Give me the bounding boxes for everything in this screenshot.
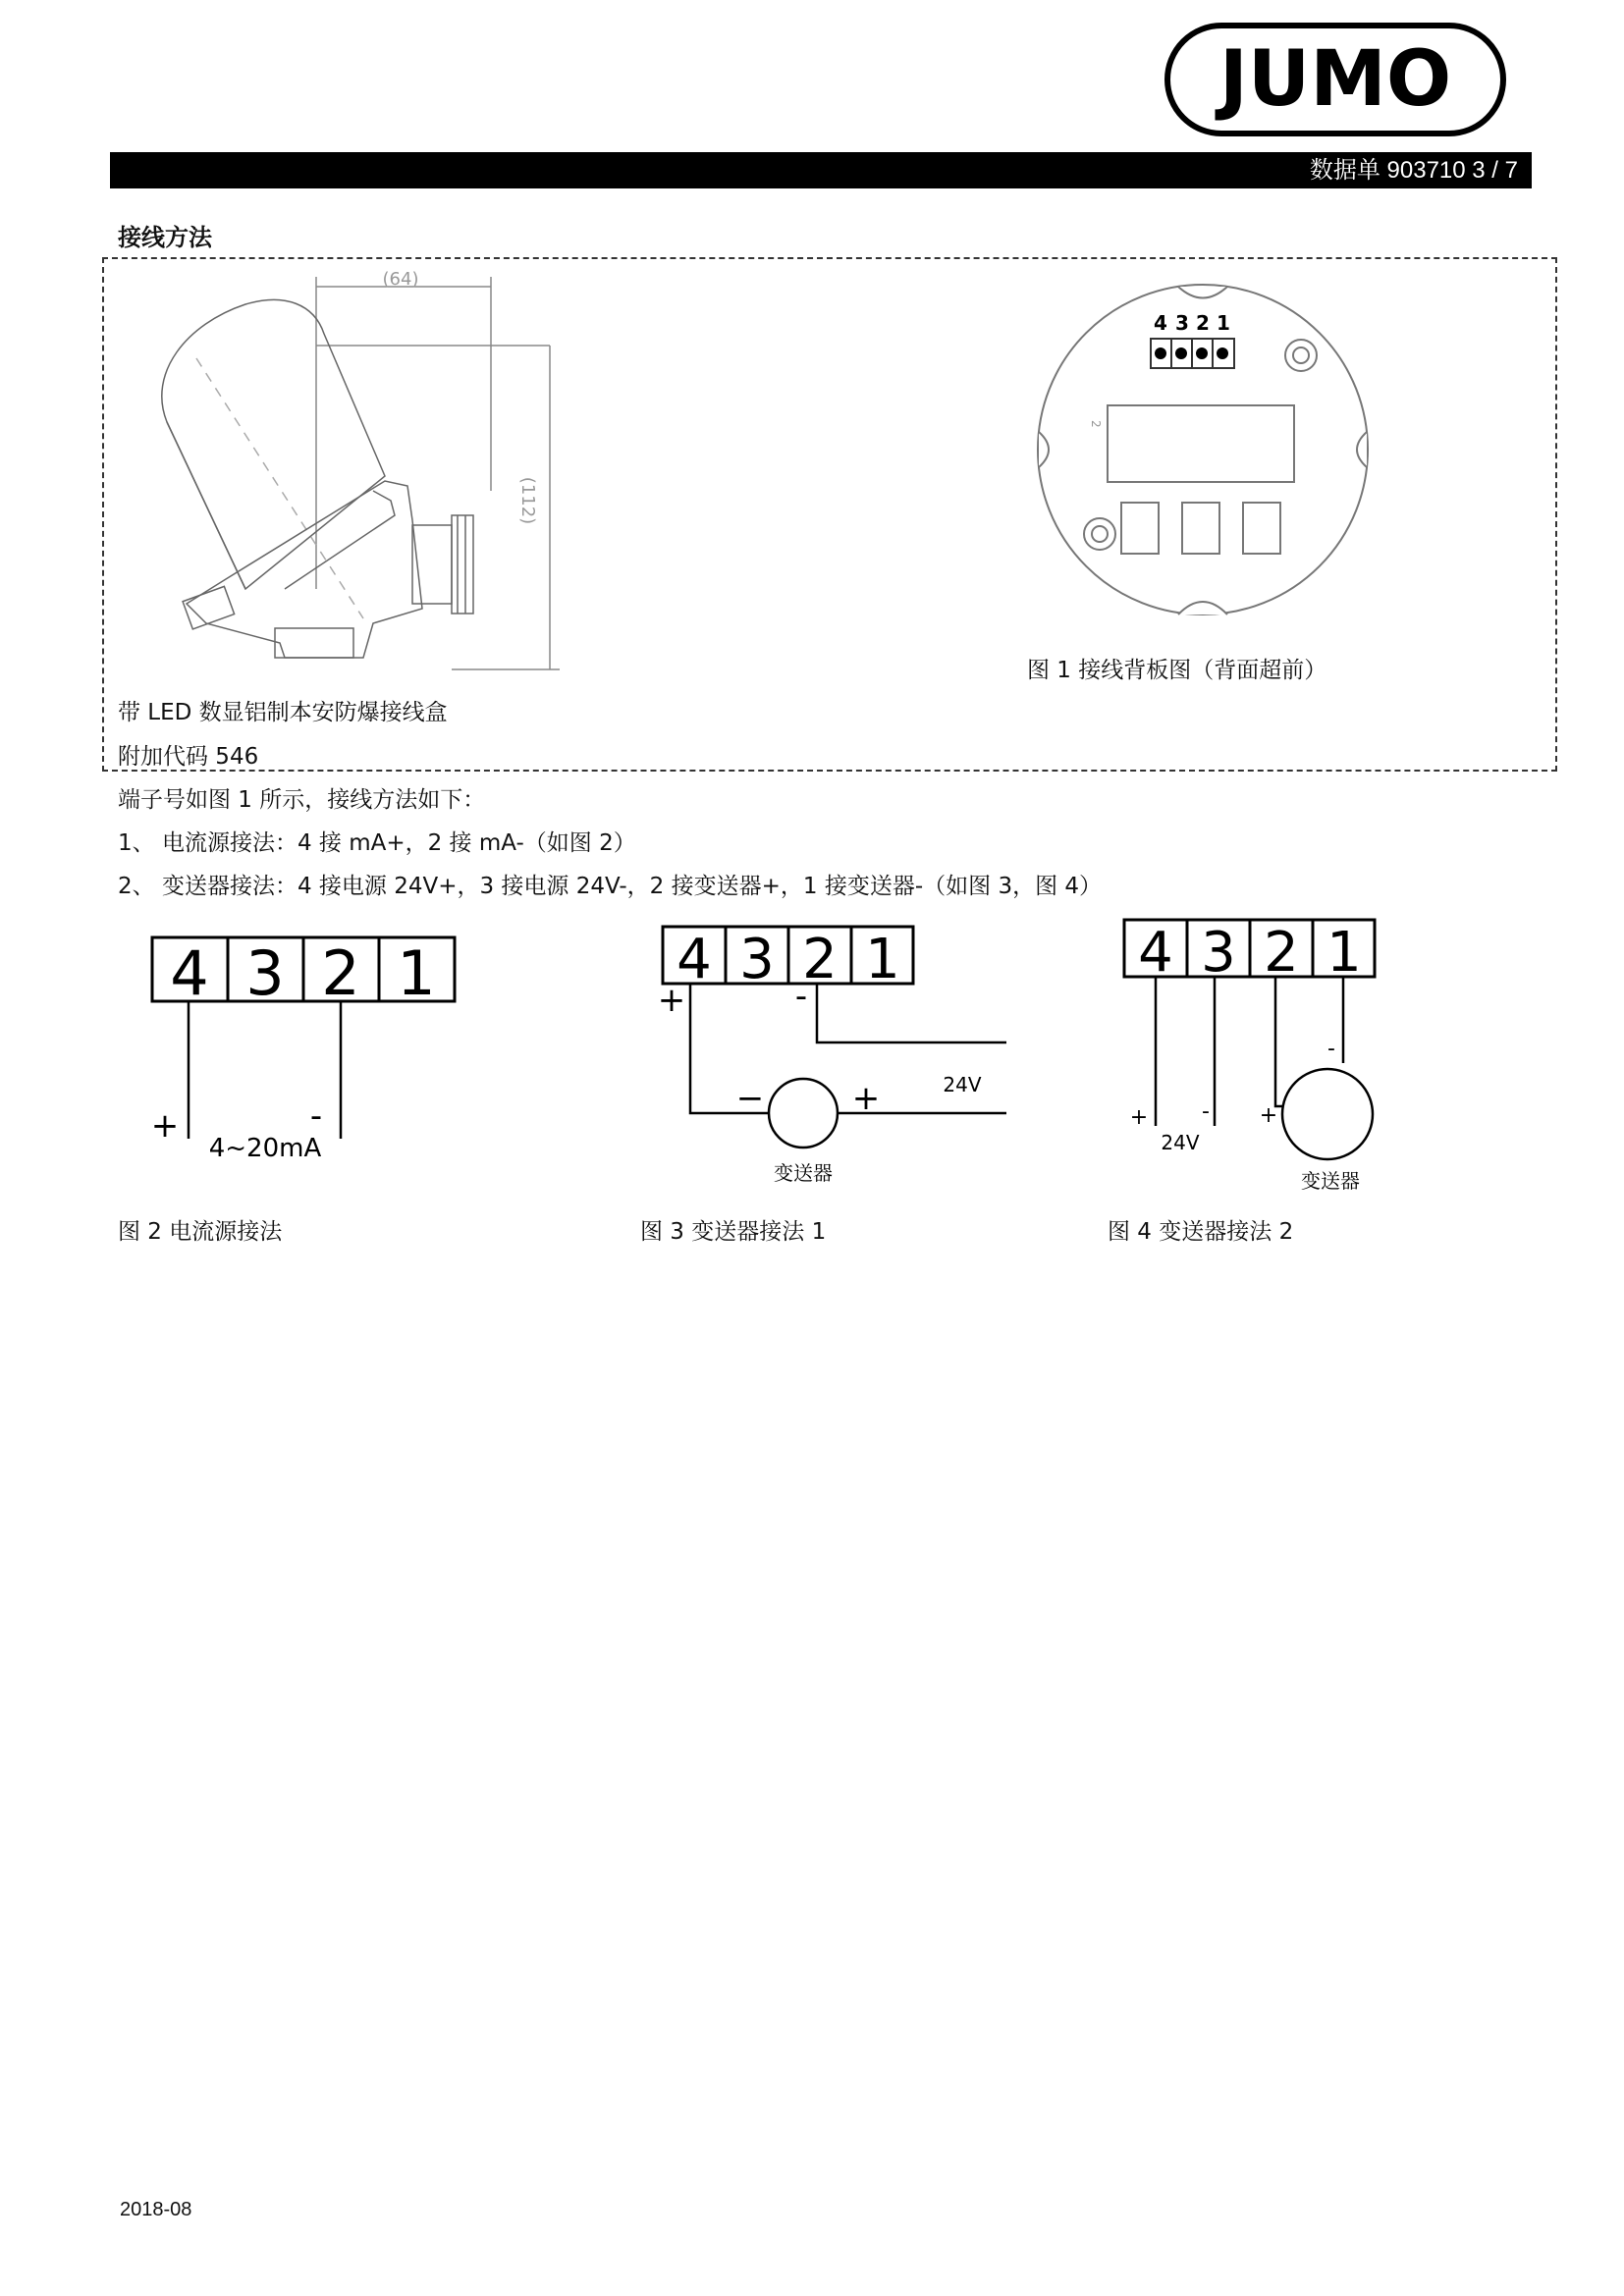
fig2-plus: + — [150, 1106, 180, 1146]
backplate-number: 3 — [1175, 311, 1189, 335]
jumo-logo — [1164, 22, 1507, 137]
instruction-item-1: 1、 电流源接法：4 接 mA+，2 接 mA-（如图 2） — [118, 830, 636, 856]
doc-info: 数据单 903710 3 / 7 — [1309, 157, 1518, 184]
fig3-caption: 图 3 变送器接法 1 — [640, 1219, 827, 1245]
fig3-transmitter: 变送器 — [774, 1161, 833, 1185]
fig4-transmitter-plus: + — [1259, 1103, 1278, 1128]
fig3-plus: + — [657, 981, 686, 1020]
fig1-caption: 图 1 接线背板图（背面超前） — [1027, 658, 1327, 683]
fig2-terminal: 3 — [245, 937, 285, 1009]
header-bar — [110, 152, 1532, 188]
backplate-number: 2 — [1196, 311, 1210, 335]
fig3-diagram — [648, 913, 1021, 1198]
fig3-transmitter-plus: + — [851, 1079, 881, 1118]
fig4-voltage: 24V — [1161, 1131, 1200, 1154]
backplate-drawing — [1001, 265, 1414, 638]
fig4-minus: - — [1202, 1099, 1210, 1124]
fig4-terminal: 4 — [1138, 921, 1173, 985]
backplate-number: 1 — [1217, 311, 1230, 335]
fig3-terminal: 1 — [865, 928, 900, 991]
fig4-plus: + — [1129, 1105, 1149, 1130]
fig4-terminal: 3 — [1201, 921, 1236, 985]
fig4-caption: 图 4 变送器接法 2 — [1108, 1219, 1294, 1245]
footer-date: 2018-08 — [120, 2199, 192, 2220]
fig2-terminal: 4 — [170, 937, 209, 1009]
fig3-transmitter-minus: − — [735, 1079, 765, 1118]
fig2-terminal: 2 — [321, 937, 360, 1009]
backplate-side-mark: 2 — [1089, 420, 1103, 428]
fig2-minus: - — [309, 1096, 323, 1136]
fig3-terminal: 3 — [739, 928, 775, 991]
fig3-terminal: 2 — [802, 928, 838, 991]
logo-text: JUMO — [1218, 35, 1452, 124]
dimension-height: (112) — [517, 476, 538, 525]
fig2-caption: 图 2 电流源接法 — [118, 1219, 283, 1245]
fig2-terminal: 1 — [397, 937, 436, 1009]
instructions-intro: 端子号如图 1 所示，接线方法如下： — [118, 787, 486, 813]
fig3-minus: - — [794, 977, 808, 1016]
fig2-label: 4~20mA — [208, 1134, 322, 1163]
fig4-transmitter: 变送器 — [1301, 1169, 1360, 1193]
fig3-voltage: 24V — [943, 1073, 982, 1096]
fig4-terminal: 2 — [1264, 921, 1299, 985]
dimension-width: (64) — [382, 269, 419, 290]
instruction-item-2: 2、 变送器接法：4 接电源 24V+，3 接电源 24V-，2 接变送器+，1 接变送器-（如图 3，图 4） — [118, 874, 1103, 899]
fig2-diagram — [137, 923, 471, 1178]
fig3-terminal: 4 — [677, 928, 712, 991]
section-title: 接线方法 — [118, 224, 212, 251]
fig4-transmitter-minus: - — [1327, 1037, 1335, 1061]
product-description: 带 LED 数显铝制本安防爆接线盒 — [118, 700, 448, 725]
addon-code: 附加代码 546 — [118, 744, 259, 770]
backplate-number: 4 — [1154, 311, 1167, 335]
fig4-terminal: 1 — [1326, 921, 1362, 985]
fig4-diagram — [1110, 908, 1404, 1202]
enclosure-drawing — [128, 265, 589, 677]
